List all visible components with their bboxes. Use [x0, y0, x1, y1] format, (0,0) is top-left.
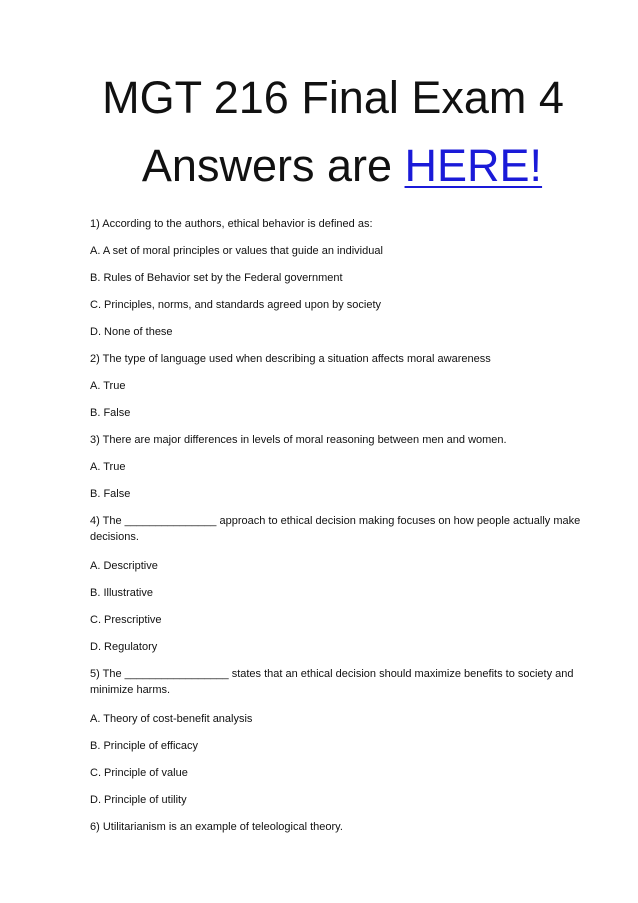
question-6: 6) Utilitarianism is an example of teleological theory.	[90, 821, 343, 833]
q3-option-a: A. True	[90, 461, 126, 473]
q1-option-b: B. Rules of Behavior set by the Federal government	[90, 272, 343, 284]
question-4: 4) The _______________ approach to ethical decision making focuses on how people actually make decisions.	[90, 515, 581, 543]
q4-option-c: C. Prescriptive	[90, 614, 162, 626]
q4-option-d: D. Regulatory	[90, 641, 158, 653]
question-1: 1) According to the authors, ethical behavior is defined as:	[90, 218, 373, 230]
question-5: 5) The _________________ states that an ethical decision should maximize benefits to society and minimize harms.	[90, 668, 574, 696]
q4-option-a: A. Descriptive	[90, 560, 158, 572]
q5-option-c: C. Principle of value	[90, 767, 188, 779]
q5-option-d: D. Principle of utility	[90, 794, 187, 806]
q1-option-a: A. A set of moral principles or values that guide an individual	[90, 245, 383, 257]
title-text: MGT 216 Final Exam 4	[102, 72, 564, 123]
page-title-line-1	[0, 72, 638, 124]
q1-option-c: C. Principles, norms, and standards agreed upon by society	[90, 299, 382, 311]
q5-option-b: B. Principle of efficacy	[90, 740, 199, 752]
q2-option-a: A. True	[90, 380, 126, 392]
title-prefix: Answers are	[141, 140, 405, 191]
here-link[interactable]: HERE!	[404, 140, 543, 191]
question-2: 2) The type of language used when describing a situation affects moral awareness	[90, 353, 491, 365]
q5-option-a: A. Theory of cost-benefit analysis	[90, 713, 253, 725]
page-title-line-2	[0, 140, 638, 192]
question-3: 3) There are major differences in levels of moral reasoning between men and women.	[90, 434, 507, 446]
q4-option-b: B. Illustrative	[90, 587, 153, 599]
q3-option-b: B. False	[90, 488, 131, 500]
q2-option-b: B. False	[90, 407, 131, 419]
q1-option-d: D. None of these	[90, 326, 173, 338]
